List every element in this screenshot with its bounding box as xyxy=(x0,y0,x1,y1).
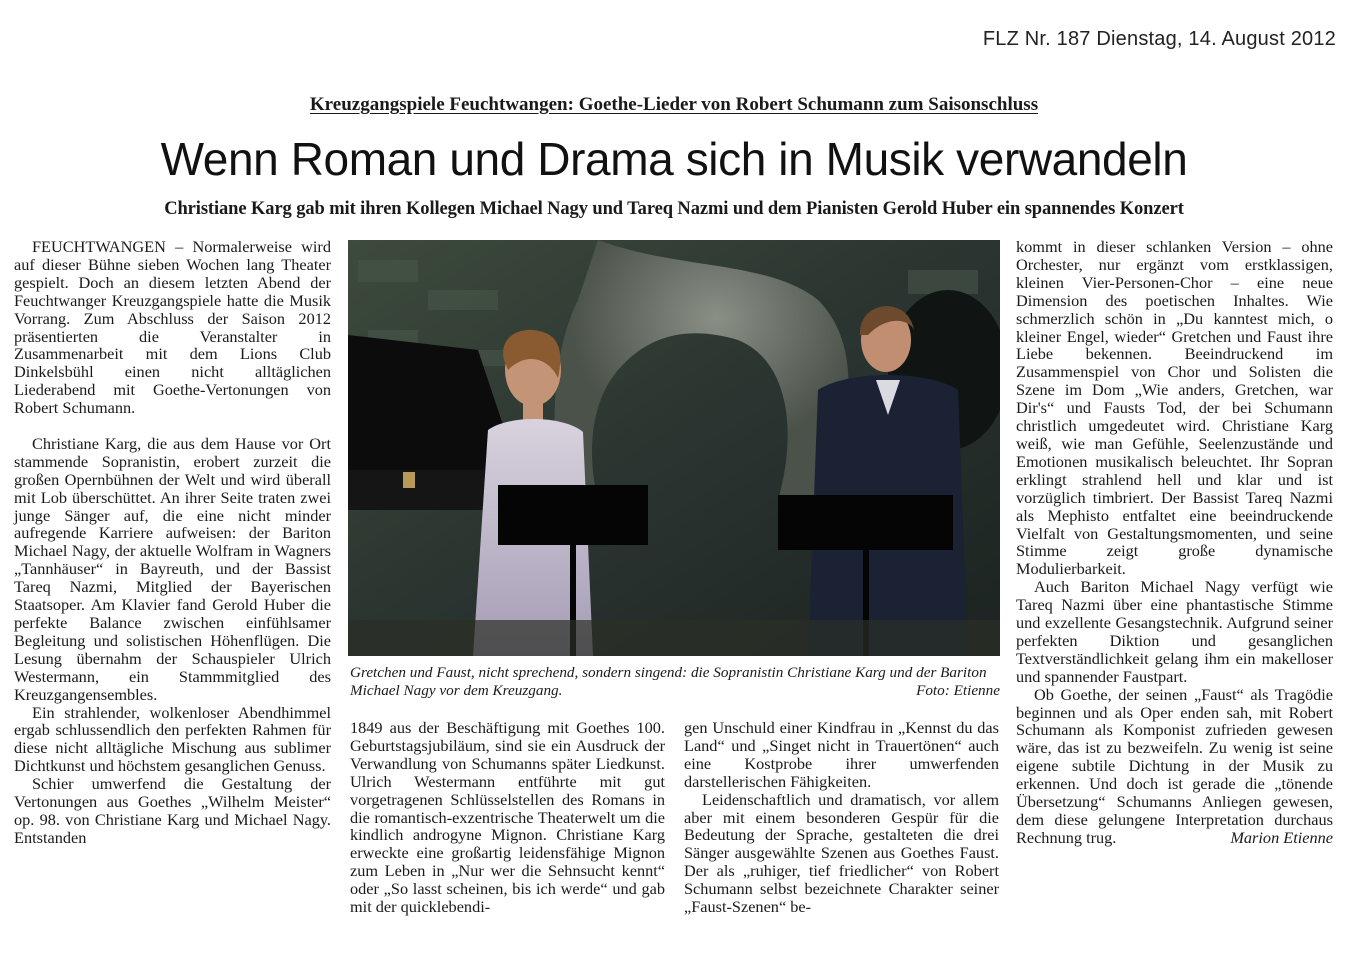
headline: Wenn Roman und Drama sich in Musik verwandeln xyxy=(160,133,1188,185)
paragraph-text: Ob Goethe, der seinen „Faust“ als Tragödie beginnen und als Oper enden sah, mit Robert Schumann als Komponist zufrieden gewesen wäre, das ist zu bezweifeln. Zu wenig ist seine eigene subtile Dichtung in der Musik zu erkennen. Und doch ist gerade die „tönende Übersetzung“ Schumanns Anliegen gewesen, dem diese gelungene Interpretation durchaus Rechnung trug. xyxy=(1016,684,1333,847)
photo-credit: Foto: Etienne xyxy=(916,681,1000,699)
paragraph: gen Unschuld einer Kindfrau in „Kennst du das Land“ und „Singet nicht in Trauertönen“ auch eine Kostprobe ihrer umwerfenden darstellerischen Fähigkeiten. xyxy=(684,718,999,791)
article-column-1 xyxy=(14,238,331,847)
concert-photo-graphic xyxy=(348,240,1000,656)
subhead: Christiane Karg gab mit ihren Kollegen Michael Nagy und Tareq Nazmi und dem Pianisten Gerold Huber ein spannendes Konzert xyxy=(164,199,1184,219)
kicker-text: Kreuzgangspiele Feuchtwangen: Goethe-Lieder von Robert Schumann zum Saisonschluss xyxy=(309,94,1039,115)
concert-photo xyxy=(348,240,1000,656)
paragraph: Auch Bariton Michael Nagy verfügt wie Tareq Nazmi über eine phantastische Stimme und exzellente Gesangstechnik. Aufgrund seiner perfekten Diktion und gesanglichen Textverständlichkeit gelang ihm ein makelloser und spannender Faustpart. xyxy=(1016,577,1333,686)
masthead: FLZ Nr. 187 Dienstag, 14. August 2012 xyxy=(982,28,1336,50)
paragraph: Christiane Karg, die aus dem Hause vor Ort stammende Sopranistin, erobert zurzeit die großen Opernbühnen der Welt und wird überall mit Lob überschüttet. An ihrer Seite traten zwei junge Sänger auf, die eine nicht minder aufregende Karriere aufweisen: der Bariton Michael Nagy, der aktuelle Wolfram in Wagners „Tannhäuser“ in Bayreuth, und der Bassist Tareq Nazmi, Mitglied der Bayerischen Staatsoper. Am Klavier fand Gerold Huber die perfekte Balance zwischen einfühlsamer Begleitung und solistischen Höhenflügen. Die Lesung übernahm der Schauspieler Ulrich Westermann, ein Stammmitglied des Kreuzgangensembles. xyxy=(14,433,331,704)
paragraph xyxy=(1016,686,1333,847)
paragraph: 1849 aus der Beschäftigung mit Goethes 100. Geburtstagsjubiläum, sind sie ein Ausdruck der Verwandlung von Schumanns später Liedkunst. Ulrich Westermann entführte mit gut vorgetragenen Schlüsselstellen des Romans in die romantisch-exzentrische Theaterwelt um die kindlich androgyne Mignon. Christiane Karg erweckte eine großartig leidensfähige Mignon zum Leben in „Nur wer die Sehnsucht kennt“ oder „So lasst scheinen, bis ich werde“ und gab mit der quicklebendi- xyxy=(350,718,665,917)
article-column-3 xyxy=(684,719,999,916)
caption-text: Gretchen und Faust, nicht sprechend, sondern singend: die Sopranistin Christiane Karg und der Bariton Michael Nagy vor dem Kreuzgang. xyxy=(350,664,987,699)
paragraph: Schier umwerfend die Gestaltung der Vertonungen aus Goethes „Wilhelm Meister“ op. 98. von Christiane Karg und Michael Nagy. Entstanden xyxy=(14,774,331,847)
article-column-4 xyxy=(1016,238,1333,847)
paragraph: FEUCHTWANGEN – Normalerweise wird auf dieser Bühne sieben Wochen lang Theater gespielt. Doch an diesem letzten Abend der Feuchtwanger Kreuzgangspiele hatte die Musik Vorrang. Zum Abschluss der Saison 2012 präsentierten die Veranstalter in Zusammenarbeit mit dem Lions Club Dinkelsbühl einen nicht alltäglichen Liederabend mit Goethe-Vertonungen von Robert Schumann. xyxy=(14,237,331,418)
paragraph: Leidenschaftlich und dramatisch, vor allem aber mit einem besonderen Gespür für die Bedeutung der Sprache, gestalteten die drei Sänger ausgewählte Szenen aus Goethes Faust. Der als „ruhiger, tief friedlicher“ von Robert Schumann selbst bezeichnete Charakter seiner „Faust-Szenen“ be- xyxy=(684,789,999,917)
paragraph: kommt in dieser schlanken Version – ohne Orchester, nur ergänzt vom erstklassigen, kleinen Vier-Personen-Chor – eine neue Dimension des poetischen Inhaltes. Wie schmerzlich schön in „Du kanntest mich, o kleiner Engel, wieder“ Gretchen und Faust ihre Liebe bekennen. Beeindruckend im Zusammenspiel von Chor und Solisten die Szene im Dom „Wie anders, Gretchen, war Dir's“ und Fausts Tod, der bei Schumann christlich umgedeutet wird. Christiane Karg weiß, wie man Gefühle, Seelenzustände und Emotionen musikalisch beleuchtet. Ihr Sopran erklingt strahlend hell und klar und ist vorzüglich timbriert. Der Bassist Tareq Nazmi als Mephisto entfaltet eine beeindruckende Vielfalt von Gestaltungsmomenten, und seine Stimme zeigt große dynamische Modulierbarkeit. xyxy=(1016,237,1333,579)
photo-caption xyxy=(350,664,1000,699)
kicker xyxy=(0,94,1348,116)
article-column-2 xyxy=(350,719,665,916)
paragraph: Ein strahlender, wolkenloser Abendhimmel ergab schlussendlich den perfekten Rahmen für diese nicht alltägliche Mischung aus sublimer Dichtkunst und höchstem gesanglichen Genuss. xyxy=(14,702,331,776)
author-byline: Marion Etienne xyxy=(1230,827,1333,847)
